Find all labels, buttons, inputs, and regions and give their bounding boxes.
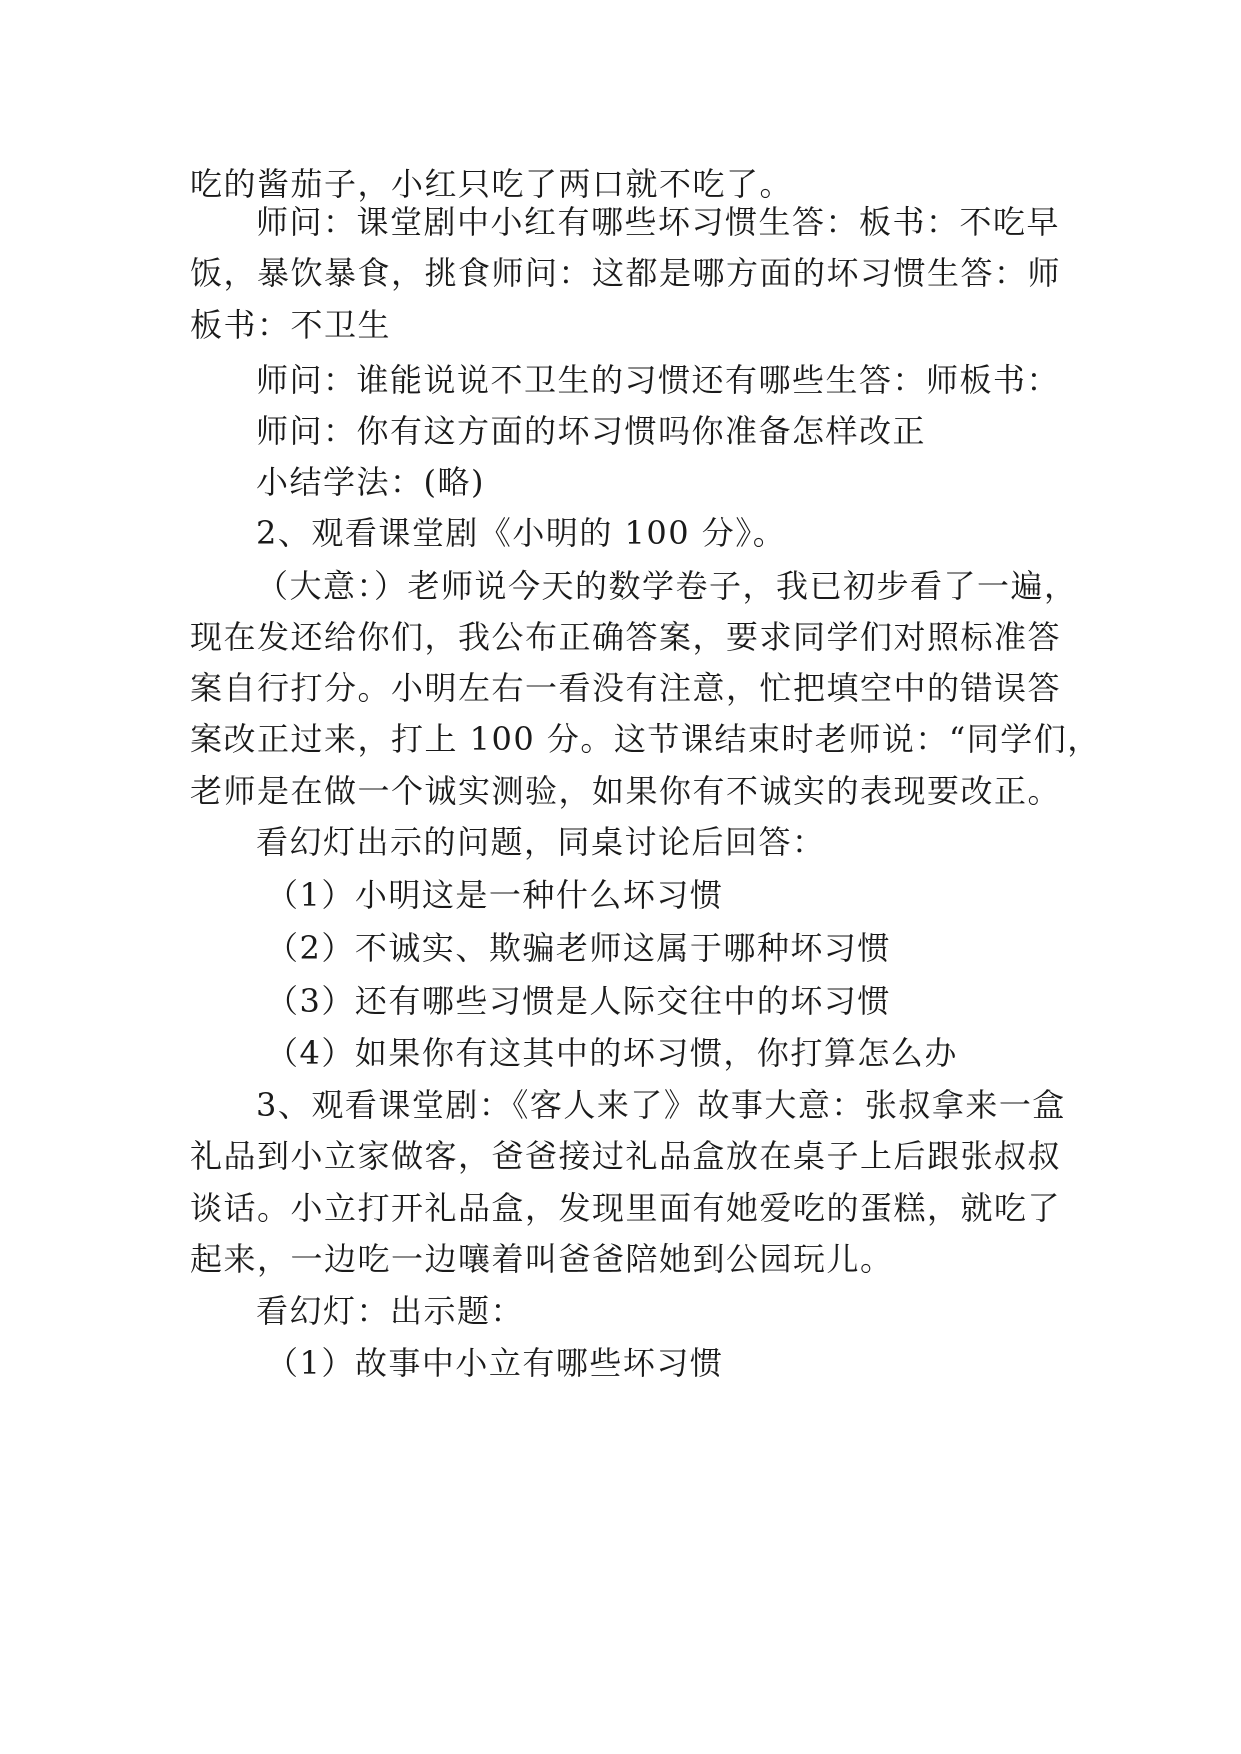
text-line-4: 板书：不卫生 — [190, 306, 392, 344]
text-line-8: 2、观看课堂剧《小明的 100 分》。 — [256, 514, 787, 552]
text-line-13: 老师是在做一个诚实测验，如果你有不诚实的表现要改正。 — [190, 772, 1062, 810]
text-line-20: 礼品到小立家做客，爸爸接过礼品盒放在桌子上后跟张叔叔 — [190, 1137, 1062, 1175]
text-line-1: 吃的酱茄子，小红只吃了两口就不吃了。 — [190, 165, 794, 203]
text-line-14: 看幻灯出示的问题，同桌讨论后回答： — [256, 823, 826, 861]
text-line-24: （1）故事中小立有哪些坏习惯 — [266, 1344, 724, 1382]
text-line-22: 起来，一边吃一边嚷着叫爸爸陪她到公园玩儿。 — [190, 1240, 894, 1278]
text-line-18: （4）如果你有这其中的坏习惯，你打算怎么办 — [266, 1034, 958, 1072]
text-line-16: （2）不诚实、欺骗老师这属于哪种坏习惯 — [266, 929, 891, 967]
text-line-23: 看幻灯：出示题： — [256, 1292, 525, 1330]
text-line-6: 师问：你有这方面的坏习惯吗你准备怎样改正 — [256, 412, 927, 450]
text-line-21: 谈话。小立打开礼品盒，发现里面有她爱吃的蛋糕，就吃了 — [190, 1189, 1062, 1227]
text-line-5: 师问：谁能说说不卫生的习惯还有哪些生答：师板书： — [256, 361, 1061, 399]
text-line-19: 3、观看课堂剧：《客人来了》故事大意：张叔拿来一盒 — [256, 1086, 1066, 1124]
text-line-11: 案自行打分。小明左右一看没有注意，忙把填空中的错误答 — [190, 669, 1062, 707]
text-line-7: 小结学法：(略) — [256, 463, 485, 501]
text-line-15: （1）小明这是一种什么坏习惯 — [266, 876, 724, 914]
text-line-10: 现在发还给你们，我公布正确答案，要求同学们对照标准答 — [190, 618, 1062, 656]
text-line-12: 案改正过来，打上 100 分。这节课结束时老师说：“同学们， — [190, 720, 1101, 758]
text-line-3: 饭，暴饮暴食，挑食师问：这都是哪方面的坏习惯生答：师 — [190, 254, 1062, 292]
text-line-17: （3）还有哪些习惯是人际交往中的坏习惯 — [266, 982, 891, 1020]
text-line-9: （大意：）老师说今天的数学卷子，我已初步看了一遍， — [256, 567, 1078, 605]
text-line-2: 师问：课堂剧中小红有哪些坏习惯生答：板书：不吃早 — [256, 203, 1061, 241]
